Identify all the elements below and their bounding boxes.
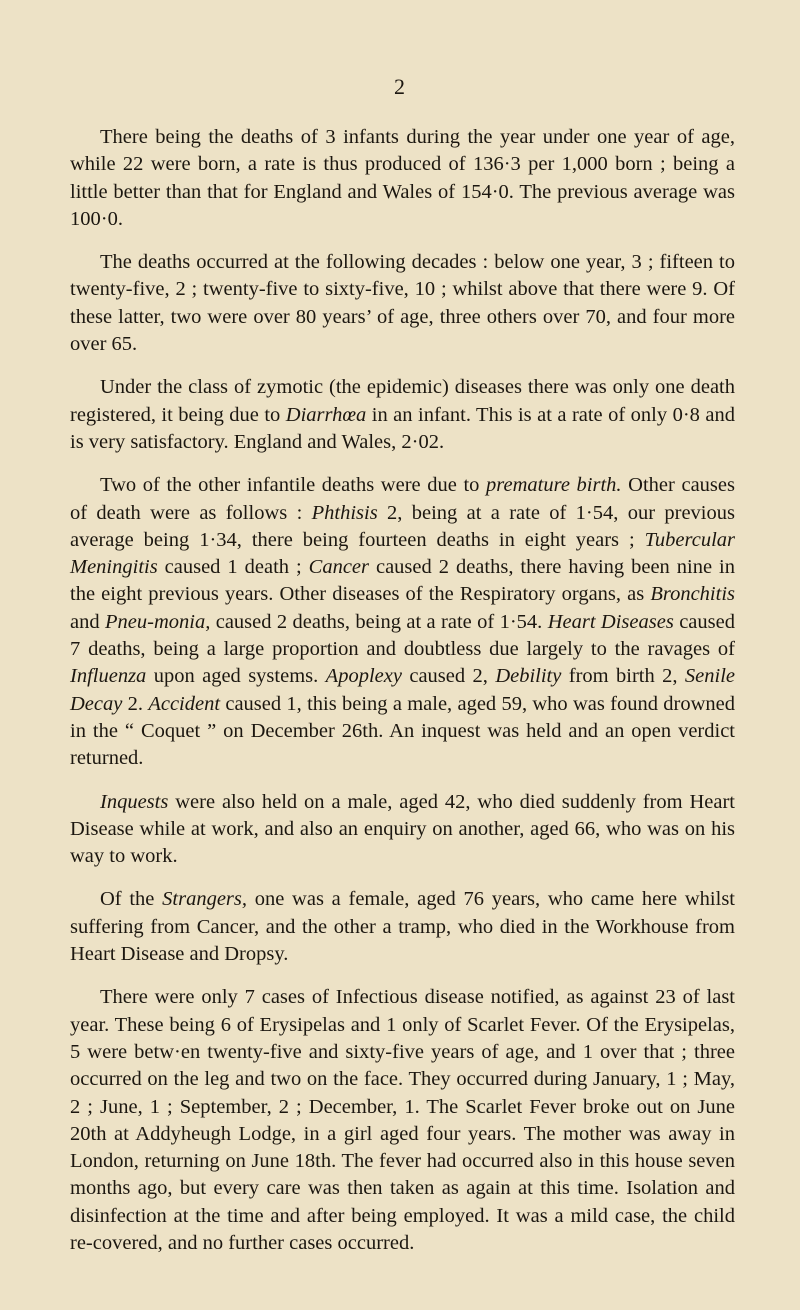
italic-term: Pneu-monia, — [105, 610, 211, 633]
italic-term: Phthisis — [311, 501, 378, 524]
italic-term: Influenza — [70, 665, 147, 688]
paragraph — [70, 472, 735, 772]
text-run: caused 1 death ; — [157, 556, 309, 579]
text-run: Two of the other infantile deaths were due to — [100, 474, 487, 497]
italic-term: Strangers, — [162, 888, 247, 911]
text-run: and — [70, 610, 105, 633]
italic-term: Inquests — [100, 790, 169, 813]
italic-term: Tubercular Meningitis — [70, 528, 735, 579]
text-run: one was a female, aged 76 years, who came here whilst suffering from Cancer, and the other a tramp, who died in the Workhouse from Heart Disease and Dropsy. — [70, 888, 735, 966]
paragraph — [70, 124, 735, 233]
text-run: in an infant. This is at a rate of only 0·8 and is very satisfactory. England and Wales, 2·02. — [70, 403, 735, 453]
paragraph — [70, 789, 735, 871]
text-run: from birth 2, — [561, 665, 685, 688]
italic-term: Senile Decay — [70, 665, 736, 715]
italic-term: Debility — [495, 665, 562, 688]
text-run: The deaths occurred at the following decades : below one year, 3 ; fifteen to twenty-five, 2 ; twenty-five to sixty-five, 10 ; whilst above that there were 9. Of these latter, two were over 80 years’ of age, three others over 70, and four more over 65. — [70, 251, 735, 356]
paragraph — [70, 249, 735, 358]
text-run: caused 7 deaths, being a large proportion and doubtless due largely to the ravages of — [70, 610, 735, 661]
text-run: 2, being at a rate of 1·54, our previous average being 1·34, there being fourteen deaths in eight years ; — [70, 501, 735, 551]
text-body — [70, 124, 735, 1273]
text-run: caused 2 deaths, being at a rate of 1·54. — [210, 610, 548, 633]
text-run: Of the — [100, 888, 163, 911]
italic-term: premature birth. — [486, 474, 622, 497]
italic-term: Diarrhœa — [285, 403, 367, 426]
text-run: caused 1, this being a male, aged 59, who was found drowned in the “ Coquet ” on December 26th. An inquest was held and an open verdict returned. — [70, 692, 735, 770]
text-run: were also held on a male, aged 42, who died suddenly from Heart Disease while at work, and also an enquiry on another, aged 66, who was on his way to work. — [70, 790, 735, 868]
paragraph — [70, 984, 735, 1257]
text-run: Other causes of death were as follows : — [70, 474, 735, 524]
text-run: caused 2 deaths, there having been nine in the eight previous years. Other diseases of the Respiratory organs, as — [70, 556, 735, 606]
italic-term: Accident — [148, 692, 221, 715]
text-run: upon aged systems. — [146, 665, 326, 688]
page-number: 2 — [394, 74, 406, 99]
paragraph — [70, 374, 735, 456]
text-run: caused 2, — [401, 665, 496, 688]
italic-term: Apoplexy — [325, 665, 402, 688]
text-run: 2. — [122, 692, 149, 715]
italic-term: Heart Diseases — [547, 610, 674, 633]
italic-term: Cancer — [308, 556, 370, 579]
italic-term: Bronchitis — [650, 583, 735, 606]
text-run: Under the class of zymotic (the epidemic) diseases there was only one death registered, it being due to — [70, 376, 735, 426]
text-run: There being the deaths of 3 infants during the year under one year of age, while 22 were born, a rate is thus produced of 136·3 per 1,000 born ; being a little better than that for England and Wales of 154·0. The previous average was 100·0. — [70, 126, 735, 230]
text-run: There were only 7 cases of Infectious disease notified, as against 23 of last year. These being 6 of Erysipelas and 1 only of Scarlet Fever. Of the Erysipelas, 5 were betw·en twenty-five and sixty-five years of age, and 1 over that ; three occurred on the leg and two on the face. They occurred during January, 1 ; May, 2 ; June, 1 ; September, 2 ; December, 1. The Scarlet Fever broke out on June 20th at Addyheugh Lodge, in a girl aged four years. The mother was away in London, returning on June 18th. The fever had occurred also in this house seven months ago, but every care was then taken as again at this time. Isolation and disinfection at the time and after being employed. It was a mild case, the child re-covered, and no further cases occurred. — [70, 986, 735, 1254]
paragraph — [70, 886, 735, 968]
